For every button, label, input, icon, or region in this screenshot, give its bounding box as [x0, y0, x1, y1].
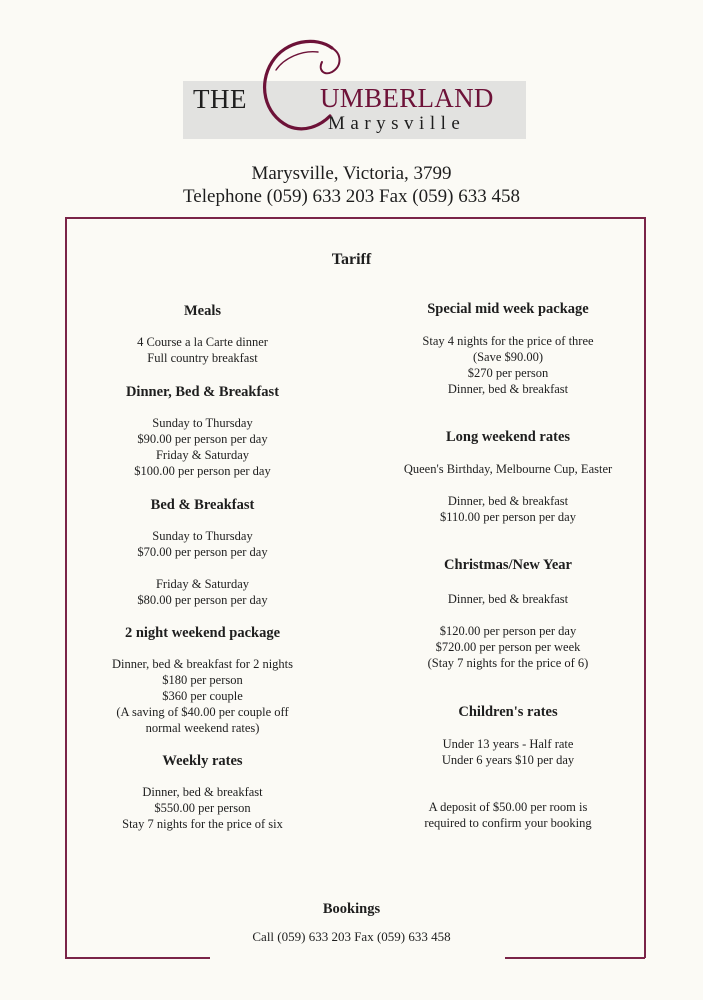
long-weekend-line: Dinner, bed & breakfast	[447, 494, 569, 508]
frame-right-border	[644, 217, 646, 958]
christmas-heading: Christmas/New Year	[444, 557, 572, 573]
childrens-rates-line: Under 13 years - Half rate	[442, 737, 574, 751]
christmas-line: $720.00 per person per week	[435, 640, 581, 654]
meals-line: Full country breakfast	[147, 351, 258, 365]
weekend-package-line: (A saving of $40.00 per couple off	[116, 705, 289, 719]
page-title: Tariff	[331, 251, 372, 268]
bb-line: Sunday to Thursday	[152, 529, 253, 543]
weekend-package-line: normal weekend rates)	[145, 721, 260, 735]
midweek-line: (Save $90.00)	[472, 350, 544, 364]
midweek-line: Dinner, bed & breakfast	[447, 382, 569, 396]
christmas-line: $120.00 per person per day	[439, 624, 577, 638]
bookings-contact-line: Call (059) 633 203 Fax (059) 633 458	[252, 929, 451, 944]
phone-line: Telephone (059) 633 203 Fax (059) 633 458	[183, 186, 520, 207]
childrens-rates-heading: Children's rates	[458, 704, 558, 720]
bb-line: $80.00 per person per day	[137, 593, 268, 607]
logo-place-name: Marysville	[328, 113, 466, 134]
bookings-heading: Bookings	[322, 901, 381, 917]
weekly-rates-line: Stay 7 nights for the price of six	[122, 817, 283, 831]
frame-top-border	[65, 217, 645, 219]
address-line: Marysville, Victoria, 3799	[251, 163, 452, 184]
bb-line: $70.00 per person per day	[137, 545, 268, 559]
logo-word-umberland: UMBERLAND	[320, 83, 494, 113]
midweek-line: $270 per person	[467, 366, 549, 380]
frame-bottom-border-right	[505, 957, 645, 959]
logo-word-the: THE	[193, 84, 247, 114]
weekly-rates-line: $550.00 per person	[154, 801, 251, 815]
deposit-line: A deposit of $50.00 per room is	[428, 800, 588, 814]
dbb-line: Friday & Saturday	[155, 448, 250, 462]
weekly-rates-heading: Weekly rates	[162, 753, 243, 769]
deposit-line: required to confirm your booking	[424, 816, 592, 830]
long-weekend-line: Queen's Birthday, Melbourne Cup, Easter	[403, 462, 613, 476]
meals-line: 4 Course a la Carte dinner	[137, 335, 268, 349]
long-weekend-line: $110.00 per person per day	[440, 510, 576, 524]
dbb-heading: Dinner, Bed & Breakfast	[125, 384, 280, 400]
childrens-rates-line: Under 6 years $10 per day	[441, 753, 575, 767]
midweek-heading: Special mid week package	[427, 301, 589, 317]
dbb-line: $100.00 per person per day	[134, 464, 271, 478]
midweek-line: Stay 4 nights for the price of three	[422, 334, 594, 348]
meals-heading: Meals	[183, 303, 222, 319]
christmas-line: Dinner, bed & breakfast	[447, 592, 569, 606]
bb-heading: Bed & Breakfast	[150, 497, 255, 513]
long-weekend-heading: Long weekend rates	[445, 429, 571, 445]
bb-line: Friday & Saturday	[155, 577, 250, 591]
christmas-line: (Stay 7 nights for the price of 6)	[427, 656, 589, 670]
weekly-rates-line: Dinner, bed & breakfast	[142, 785, 263, 799]
dbb-line: Sunday to Thursday	[152, 416, 253, 430]
weekend-package-line: $360 per couple	[162, 689, 243, 703]
weekend-package-line: Dinner, bed & breakfast for 2 nights	[111, 657, 294, 671]
dbb-line: $90.00 per person per day	[137, 432, 268, 446]
frame-bottom-border-left	[65, 957, 210, 959]
weekend-package-line: $180 per person	[162, 673, 243, 687]
weekend-package-heading: 2 night weekend package	[124, 625, 281, 641]
